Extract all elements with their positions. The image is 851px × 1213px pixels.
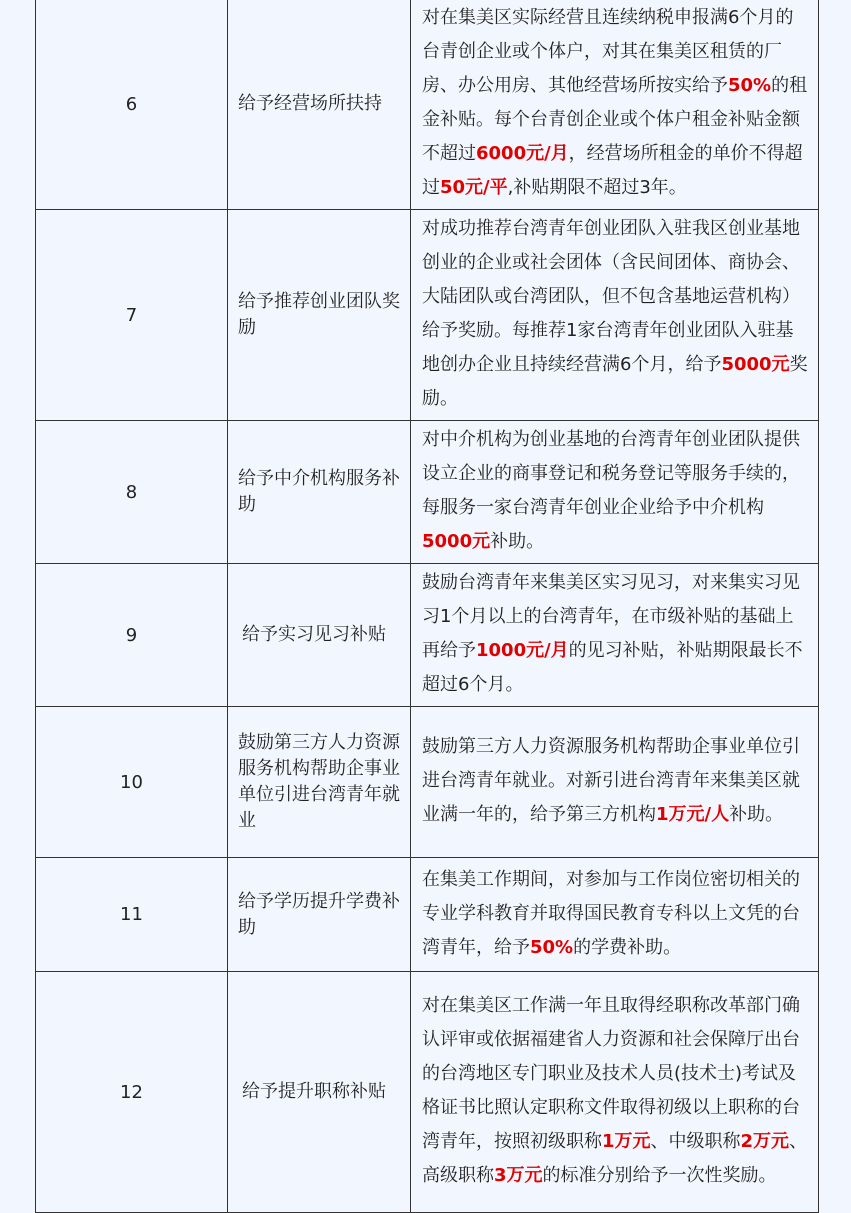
highlight-amount: 5000元: [721, 354, 790, 375]
highlight-amount: 2万元: [740, 1131, 790, 1152]
table-row: [36, 707, 819, 858]
table-row: [36, 421, 819, 564]
table-row: [36, 210, 819, 421]
highlight-amount: 1万元: [602, 1131, 651, 1152]
table-row: [36, 972, 819, 1213]
table-row: [36, 858, 819, 972]
policy-name: 给予推荐创业团队奖励: [228, 210, 411, 421]
highlight-amount: 1万元/人: [656, 804, 730, 825]
table-row: [36, 0, 819, 210]
policy-name: 给予经营场所扶持: [228, 0, 411, 210]
policy-description: 对在集美区实际经营且连续纳税申报满6个月的台青创企业或个体户，对其在集美区租赁的厂房、办公用房、其他经营场所按实给予50%的租金补贴。每个台青创企业或个体户租金补贴金额不超过6000元/月，经营场所租金的单价不得超过50元/平,补贴期限不超过3年。: [411, 0, 819, 210]
policy-name: 给予提升职称补贴: [228, 972, 411, 1213]
policy-description: 鼓励第三方人力资源服务机构帮助企事业单位引进台湾青年就业。对新引进台湾青年来集美区就业满一年的，给予第三方机构1万元/人补助。: [411, 707, 819, 858]
highlight-amount: 50%: [530, 936, 574, 958]
row-number: 8: [36, 421, 228, 564]
policy-description: 鼓励台湾青年来集美区实习见习，对来集实习见习1个月以上的台湾青年，在市级补贴的基础上再给予1000元/月的见习补贴，补贴期限最长不超过6个月。: [411, 564, 819, 707]
highlight-amount: 3万元: [494, 1165, 543, 1186]
row-number: 11: [36, 858, 228, 972]
policy-name: 给予学历提升学费补助: [228, 858, 411, 972]
row-number: 10: [36, 707, 228, 858]
highlight-amount: 50%: [728, 75, 772, 96]
row-number: 7: [36, 210, 228, 421]
policy-name: 鼓励第三方人力资源服务机构帮助企事业单位引进台湾青年就业: [228, 707, 411, 858]
highlight-amount: 50元/平: [440, 177, 508, 198]
row-number: 12: [36, 972, 228, 1213]
highlight-amount: 6000元/月: [476, 143, 569, 164]
highlight-amount: 5000元: [422, 531, 491, 552]
policy-description: 对中介机构为创业基地的台湾青年创业团队提供设立企业的商事登记和税务登记等服务手续的，每服务一家台湾青年创业企业给予中介机构5000元补助。: [411, 421, 819, 564]
policy-table: [35, 0, 819, 1213]
highlight-amount: 1000元/月: [476, 640, 569, 661]
policy-name: 给予中介机构服务补助: [228, 421, 411, 564]
policy-description: 在集美工作期间，对参加与工作岗位密切相关的专业学科教育并取得国民教育专科以上文凭的台湾青年，给予50%的学费补助。: [411, 858, 819, 972]
table-row: [36, 564, 819, 707]
policy-description: 对成功推荐台湾青年创业团队入驻我区创业基地创业的企业或社会团体（含民间团体、商协会、大陆团队或台湾团队，但不包含基地运营机构）给予奖励。每推荐1家台湾青年创业团队入驻基地创办企业且持续经营满6个月，给予5000元奖励。: [411, 210, 819, 421]
policy-name: 给予实习见习补贴: [228, 564, 411, 707]
policy-description: 对在集美区工作满一年且取得经职称改革部门确认评审或依据福建省人力资源和社会保障厅出台的台湾地区专门职业及技术人员(技术士)考试及格证书比照认定职称文件取得初级以上职称的台湾青年，按照初级职称1万元、中级职称2万元、高级职称3万元的标准分别给予一次性奖励。: [411, 972, 819, 1213]
row-number: 9: [36, 564, 228, 707]
row-number: 6: [36, 0, 228, 210]
